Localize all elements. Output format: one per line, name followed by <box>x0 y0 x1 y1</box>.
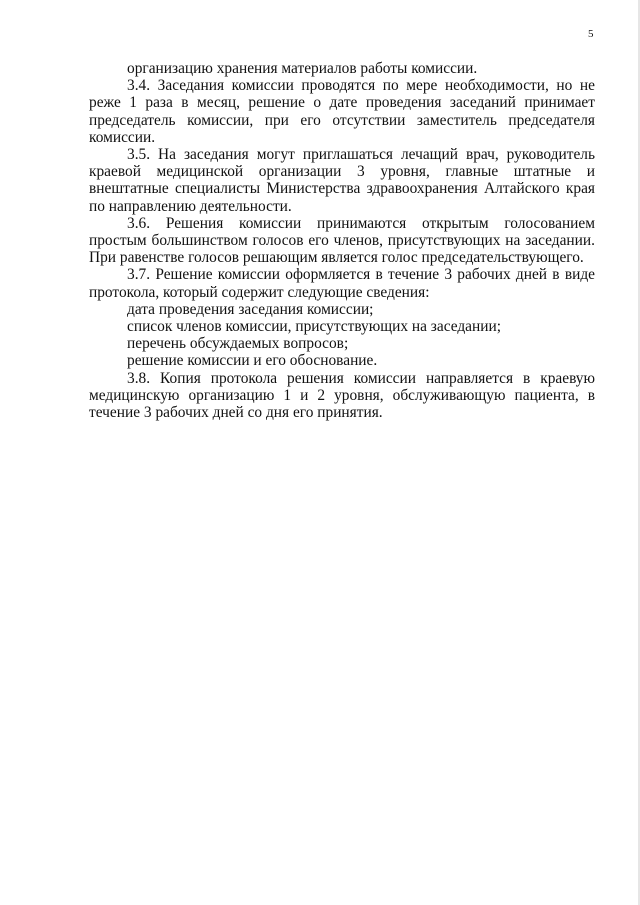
list-item: дата проведения заседания комиссии; <box>127 300 374 318</box>
page-number: 5 <box>588 28 594 40</box>
paragraph-3-5: 3.5. На заседания могут приглашаться лечащий врач, руководитель краевой медицинской организации 3 уровня, главные штатные и внештатные специалисты Министерства здравоохранения Алтайского края по направлению деятельности. <box>89 146 595 215</box>
paragraph-3-4: 3.4. Заседания комиссии проводятся по мере необходимости, но не реже 1 раза в месяц, решение о дате проведения заседаний принимает председатель комиссии, при его отсутствии заместитель председателя комиссии. <box>89 77 595 146</box>
document-body <box>89 60 595 421</box>
list-item: перечень обсуждаемых вопросов; <box>127 335 349 353</box>
paragraph-3-8: 3.8. Копия протокола решения комиссии направляется в краевую медицинскую организацию 1 и 2 уровня, обслуживающую пациента, в течение 3 рабочих дней со дня его принятия. <box>89 369 595 422</box>
paragraph-continuation: организацию хранения материалов работы комиссии. <box>127 60 478 77</box>
list-item: решение комиссии и его обоснование. <box>127 352 378 370</box>
list-item: список членов комиссии, присутствующих на заседании; <box>127 318 502 336</box>
paragraph-3-7: 3.7. Решение комиссии оформляется в течение 3 рабочих дней в виде протокола, который содержит следующие сведения: <box>89 266 595 301</box>
paragraph-3-6: 3.6. Решения комиссии принимаются открытым голосованием простым большинством голосов его членов, присутствующих на заседании. При равенстве голосов решающим является голос председательствующего. <box>89 214 595 267</box>
